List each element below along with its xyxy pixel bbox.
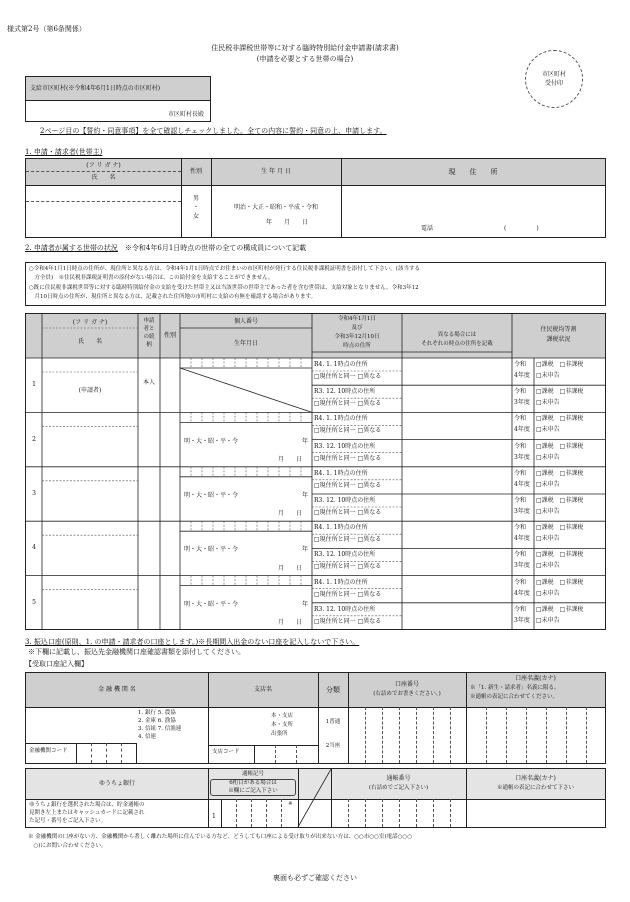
account-label: 【受取口座記入欄】: [25, 660, 88, 668]
row-tax-r3-year: 3年度: [514, 399, 530, 407]
back-page-note: 裏面も必ずご確認ください: [273, 874, 357, 882]
row-tax-r4-options: □課税 □非課税: [536, 415, 584, 423]
row-tax-r3-options: □課税 □非課税: [536, 388, 584, 396]
row-tax-r4-year: 4年度: [514, 535, 530, 543]
row-tax-r3-options: □課税 □非課税: [536, 497, 584, 504]
row-number: 3: [32, 490, 36, 497]
row-tax-r4-era: 令和: [514, 361, 527, 368]
row-number: 2: [32, 435, 36, 443]
yucho-table: ゆうちょ銀行 通帳記号 6桁目がある場合は ※欄にご記入下さい 通帳番号 (右詰めでご記入下さい) 口座名義(カナ) ※通帳の表記に合わせて下さい ゆうちょ銀行を選択された場合は、貯金通帳の 見開き左上またはキャッシュカードに記載され た記号・番号をご記入下さい。 1 ※: [25, 768, 606, 828]
reception-stamp: 市区町村 受付印: [525, 50, 583, 108]
page-title: 住民税非課税世帯等に対する臨時特別給付金申請書(請求書): [211, 44, 399, 52]
row-tax-r4-unfiled: □未申告: [536, 426, 560, 434]
row-tax-r3-unfiled: □未申告: [536, 453, 560, 461]
bank-account-table: 金 融 機 関 名 支店名 分類 口座番号 (右詰めでお書きください。) 口座名義(カナ) ※「1. 新生・請求者」名義に限る。 ※通帳の表記に合わせてください。 1. 銀行 5. 農協 2. 金庫 6. 漁協 3. 信組 7. 信漁連 4. 信連 金融機関コード 本・支店 本・支所 出張所 支店コード 1普通 2当座: [25, 672, 606, 764]
row-address-r3: R3. 12. 10時点の住所: [314, 388, 376, 396]
row-tax-r4-era: 令和: [514, 524, 527, 532]
row-tax-r4-era: 令和: [514, 578, 527, 586]
row-number: 4: [32, 544, 36, 552]
municipality-box: 支給市区町村(※令和4年6月1日時点の市区町村) 市区町村長殿: [25, 76, 211, 122]
row-tax-r3-year: 3年度: [514, 562, 530, 570]
row-birth-year: 年: [302, 492, 309, 499]
row-tax-r3-options: □課税 □非課税: [536, 605, 584, 613]
consent-check-text: 2ページ目の【誓約・同意事項】を全て確認しチェックしました。全ての内容に誓約・同意の上、申請します。: [40, 127, 387, 135]
row-birth-eras: 明・大・昭・平・令: [184, 600, 239, 608]
row-tax-r3-options: □課税 □非課税: [536, 442, 584, 450]
row-tax-r4-year: 4年度: [514, 480, 530, 488]
row-tax-r3-era: 令和: [514, 388, 527, 396]
row-address-r4-same: □現住所と同一 □異なる: [314, 373, 382, 380]
row-number: 1: [32, 381, 36, 389]
row-tax-r3-unfiled: □未申告: [536, 508, 560, 515]
row-tax-r4-options: □課税 □非課税: [536, 524, 584, 532]
row-tax-r3-unfiled: □未申告: [536, 562, 560, 570]
row-address-r4: R4. 1. 1時点の住所: [314, 578, 368, 586]
row-address-r4: R4. 1. 1時点の住所: [314, 361, 368, 368]
row-tax-r3-year: 3年度: [514, 508, 530, 515]
row-tax-r3-era: 令和: [514, 551, 527, 559]
row-tax-r4-year: 4年度: [514, 426, 530, 434]
row-address-r4: R4. 1. 1時点の住所: [314, 415, 368, 423]
row-birth-md: 月 日: [278, 619, 303, 626]
row-tax-r3-year: 3年度: [514, 616, 530, 624]
row-birth-md: 月 日: [278, 510, 303, 518]
row-tax-r4-year: 4年度: [514, 589, 530, 597]
row-birth-year: 年: [302, 600, 309, 608]
row-tax-r3-era: 令和: [514, 442, 527, 450]
row-address-r4: R4. 1. 1時点の住所: [314, 524, 368, 532]
section2-notes: ○令和4年1月1日時点の住所が、現住所と異なる方は、令和4年1月1日時点でお住まいの市区町村が発行する住民税非課税証明書を添付して下さい。(該当する 方全員) ※住民税非課税証明書の添付がない場合は、この給付金を支給することができません。 ○既に住民税非課税世帯等に対する臨時特別給付金の支給を受けた世帯主又は当該世帯の世帯主であった者を含む世帯は、支給対象となりません。令和3年12 月10日時点の住所が、現住所と異なる方は、記載された住所地の市町村に支給の有無を確認する場合があります。: [25, 262, 606, 306]
section2-heading: 2. 申請者が属する世帯の状況 ※令和4年6月1日時点の世帯の全ての構成員について記載: [25, 244, 307, 252]
row-address-r3: R3. 12. 10時点の住所: [314, 551, 376, 559]
row-tax-r4-options: □課税 □非課税: [536, 578, 584, 586]
row-address-r3-same: □現住所と同一 □異なる: [314, 400, 382, 408]
row-tax-r3-unfiled: □未申告: [536, 399, 560, 407]
row-address-r3-same: □現住所と同一 □異なる: [314, 563, 382, 571]
row-address-r3: R3. 12. 10時点の住所: [314, 605, 376, 613]
row-address-r4-same: □現住所と同一 □異なる: [314, 481, 382, 489]
row-tax-r4-unfiled: □未申告: [536, 589, 560, 597]
section3-heading: 3. 振込口座(原則、1. の申請・請求者の口座とします。)※長期間入出金のない口座を記入しないで下さい。: [25, 638, 360, 646]
row-tax-r3-era: 令和: [514, 497, 527, 504]
row-tax-r4-unfiled: □未申告: [536, 480, 560, 488]
row-relation: 本人: [142, 379, 155, 387]
row-address-r3: R3. 12. 10時点の住所: [314, 497, 376, 504]
section1-heading: 1. 申請・請求者(世帯主): [25, 148, 103, 156]
row-tax-r4-era: 令和: [514, 415, 527, 423]
form-number: 様式第2号（第6条関係）: [7, 25, 86, 33]
row-birth-eras: 明・大・昭・平・令: [184, 546, 239, 554]
row-birth-eras: 明・大・昭・平・令: [184, 492, 239, 499]
footnote-line2: ○)にお問い合わせください。: [28, 843, 107, 849]
row-birth-year: 年: [302, 437, 309, 445]
row-number: 5: [32, 598, 36, 606]
row-tax-r4-year: 4年度: [514, 372, 530, 379]
page-subtitle: (申請を必要とする世帯の場合): [256, 55, 354, 63]
row-address-r4-same: □現住所と同一 □異なる: [314, 427, 382, 435]
section3-note: ※下欄に記載し、振込先金融機関口座確認書類を添付してください。: [28, 648, 245, 656]
row-birth-eras: 明・大・昭・平・令: [184, 437, 239, 445]
row-tax-r4-unfiled: □未申告: [536, 535, 560, 543]
row-address-r3-same: □現住所と同一 □異なる: [314, 454, 382, 462]
row-birth-year: 年: [302, 546, 309, 554]
household-table: (フ リ ガ ナ) 氏 名 申請 者と の続 柄 性別 個人番号 生年月日 令和4年1月1日 及び 令和3年12月10日 時点の住所 異なる場合には それぞれの時点の住所を記載 住民税均等割 課税状況 1 (申請者) 本人 R4. 1. 1時点の住所 □現住所と同一 □異なる R3. 12. 10時点の住所 □現住所と同一 □異なる 令和 4年度 □課税 □非課税 □未申告 令和 3年度 □課税 □非課税 □未申告 2 明・大・昭・平・令 年 月 日 R4. 1. 1時点の住所 □現住所と同一 □異なる R3. 12. 10時点の住所 □現住所と同一 □異なる 令和 4年度 □課税 □非課税 □未申告 令和 3年度 □課税 □非課税 □未申告 3 明・大・昭・平・令 年 月 日 R4. 1. 1時点の住所 □現住所と同一 □異なる R3. 12. 10時点の住所 □現住所と同一 □異なる 令和 4年度 □課税 □非課税 □未申告 令和 3年度 □課税 □非課税 □未申告 4 明・大・昭・平・令 年 月 日 R4. 1. 1時点の住所 □現住所と同一 □異なる R3. 12. 10時点の住所 □現住所と同一 □異なる 令和 4年度 □課税 □非課税 □未申告 令和 3年度 □課税 □非課税 □未申告 5 明・大・昭・平・令 年 月 日 R4. 1. 1時点の住所 □現住所と同一 □異なる R3. 12. 10時点の住所 □現住所と同一 □異なる 令和 4年度 □課税 □非課税 □未申告 令和 3年度 □課税 □非課税 □未申告: [25, 313, 606, 630]
row-address-r4: R4. 1. 1時点の住所: [314, 469, 368, 477]
row-birth-md: 月 日: [278, 455, 303, 463]
row-tax-r3-options: □課税 □非課税: [536, 551, 584, 559]
row-name: (申請者): [78, 387, 102, 395]
row-tax-r4-unfiled: □未申告: [536, 372, 560, 379]
row-address-r4-same: □現住所と同一 □異なる: [314, 590, 382, 598]
row-address-r4-same: □現住所と同一 □異なる: [314, 536, 382, 544]
row-address-r3: R3. 12. 10時点の住所: [314, 442, 376, 450]
row-address-r3-same: □現住所と同一 □異なる: [314, 617, 382, 625]
row-tax-r4-era: 令和: [514, 469, 527, 477]
row-tax-r3-unfiled: □未申告: [536, 616, 560, 624]
applicant-table: (フ リ ガ ナ) 氏 名 性別 生 年 月 日 現 住 所 男 ・ 女 明治・大正・昭和・平成・令和 年 月 日 電話 ( ): [25, 158, 606, 238]
row-tax-r4-options: □課税 □非課税: [536, 469, 584, 477]
footnote-line1: ※ 金融機関の口座がない方、金融機関から著しく離れた場所に住んでいる方など、どうしても口座による受け取りが出来ない方は、○○市○○室(電話○○○: [28, 834, 412, 840]
row-tax-r3-year: 3年度: [514, 453, 530, 461]
row-address-r3-same: □現住所と同一 □異なる: [314, 509, 382, 516]
row-tax-r3-era: 令和: [514, 605, 527, 613]
row-birth-md: 月 日: [278, 564, 303, 572]
row-tax-r4-options: □課税 □非課税: [536, 361, 584, 368]
